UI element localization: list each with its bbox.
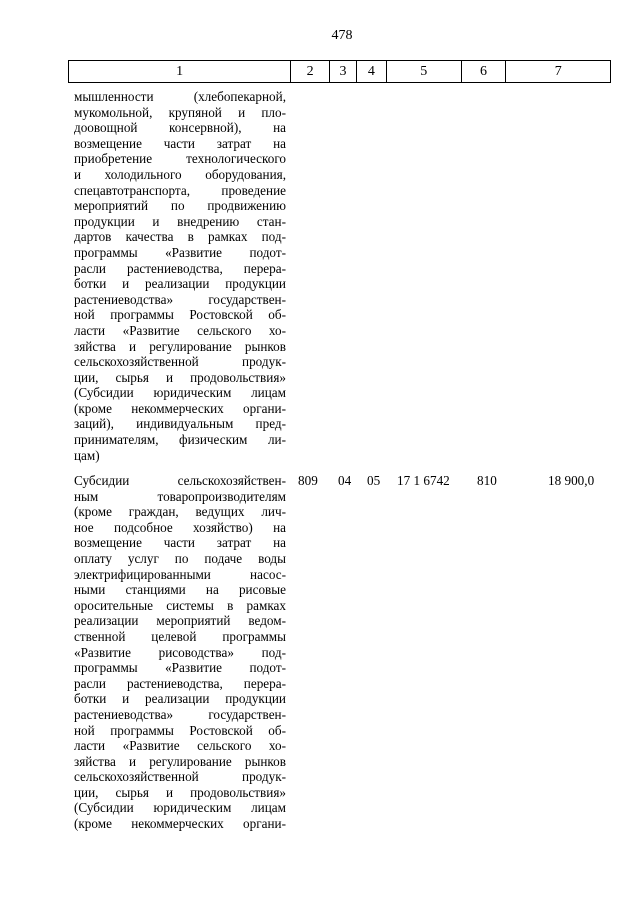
text-line: расли растениеводства, перера- [74,260,286,276]
text-line: оплату услуг по подаче воды [74,550,286,566]
text-line: и холодильного оборудования, [74,166,286,182]
text-line: ласти «Развитие сельского хо- [74,322,286,338]
text-line: программы «Развитие подот- [74,660,286,676]
text-line: зяйства и регулирование рынков [74,338,286,354]
text-line: мышленности (хлебопекарной, [74,89,286,104]
text-line: (Субсидии юридическим лицам [74,385,286,401]
text-line: ботки и реализации продукции [74,276,286,292]
table-header [68,60,611,83]
text-line: зяйства и регулирование рынков [74,753,286,769]
text-line: доовощной консервной), на [74,120,286,136]
text-line: мукомольной, крупяной и пло- [74,104,286,120]
text-line: ным товаропроизводителям [74,488,286,504]
header-col-6: 6 [461,61,506,82]
text-line: ственной целевой программы [74,628,286,644]
text-line: сельскохозяйственной продук- [74,769,286,785]
text-line: (кроме некоммерческих органи- [74,400,286,416]
text-line: продукции и внедрению стан- [74,213,286,229]
header-col-7: 7 [505,61,610,82]
text-line: сельскохозяйственной продук- [74,354,286,370]
row-description-continued [74,89,286,463]
header-col-5: 5 [386,61,461,82]
text-line: растениеводства» государствен- [74,291,286,307]
text-line: спецавтотранспорта, проведение [74,182,286,198]
text-line: программы «Развитие подот- [74,244,286,260]
value-amount: 18 900,0 [548,473,595,488]
text-line: оросительные системы в рамках [74,597,286,613]
text-line: Субсидии сельскохозяйствен- [74,473,286,488]
text-line: приобретение технологического [74,151,286,167]
value-ministry-code: 809 [298,473,318,488]
text-line: реализации мероприятий ведом- [74,613,286,629]
text-line: ласти «Развитие сельского хо- [74,738,286,754]
text-line: цам) [74,447,100,463]
value-target-article: 17 1 6742 [397,473,450,488]
page-number: 478 [331,28,353,43]
text-line: дартов качества в рамках под- [74,229,286,245]
value-subsection-code: 05 [367,473,381,488]
text-line: ции, сырья и продовольствия» [74,784,286,800]
text-line: мероприятий по продвижению [74,198,286,214]
text-line: (кроме некоммерческих органи- [74,816,286,832]
text-line: заций), индивидуальным пред- [74,416,286,432]
text-line: ботки и реализации продукции [74,691,286,707]
text-line: ной программы Ростовской об- [74,307,286,323]
header-col-4: 4 [356,61,386,82]
text-line: «Развитие рисоводства» под- [74,644,286,660]
text-line: ными станциями на рисовые [74,582,286,598]
value-expense-type: 810 [477,473,497,488]
header-col-3: 3 [329,61,356,82]
text-line: (Субсидии юридическим лицам [74,800,286,816]
row-description-rice-irrigation [74,473,286,832]
text-line: ции, сырья и продовольствия» [74,369,286,385]
header-col-2: 2 [290,61,329,82]
text-line: принимателям, физическим ли- [74,432,286,448]
text-line: (кроме граждан, ведущих лич- [74,504,286,520]
text-line: ной программы Ростовской об- [74,722,286,738]
text-line: расли растениеводства, перера- [74,675,286,691]
text-line: возмещение части затрат на [74,535,286,551]
text-line: ное подсобное хозяйство) на [74,519,286,535]
text-line: растениеводства» государствен- [74,706,286,722]
value-section-code: 04 [338,473,352,488]
text-line: электрифицированными насос- [74,566,286,582]
header-col-1: 1 [176,63,184,79]
text-line: возмещение части затрат на [74,135,286,151]
